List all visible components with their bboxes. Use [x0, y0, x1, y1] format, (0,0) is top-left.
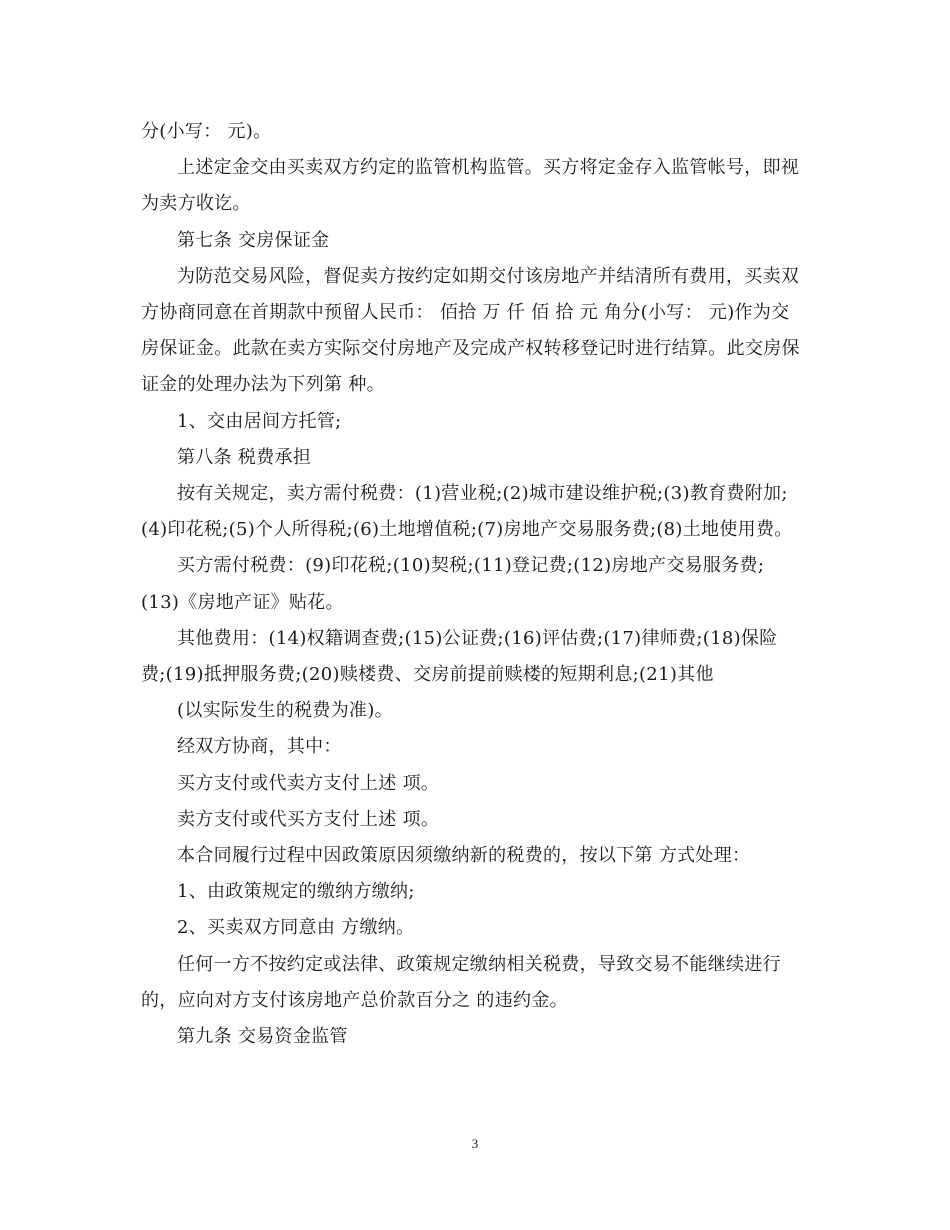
section-heading: 第八条 税费承担	[177, 446, 312, 468]
paragraph: 其他费用：(14)权籍调查费;(15)公证费;(16)评估费;(17)律师费;(18)保险费;(19)抵押服务费;(20)赎楼费、交房前提前赎楼的短期利息;(21)其他	[141, 627, 778, 686]
page-number: 3	[471, 1136, 479, 1151]
paragraph: 经双方协商，其中：	[177, 736, 342, 758]
paragraph: 卖方支付或代买方支付上述 项。	[177, 808, 440, 830]
paragraph: 买方支付或代卖方支付上述 项。	[177, 772, 440, 794]
paragraph: 按有关规定，卖方需付税费：(1)营业税;(2)城市建设维护税;(3)教育费附加;(4)印花税;(5)个人所得税;(6)土地增值税;(7)房地产交易服务费;(8)土地使用费。	[141, 483, 793, 541]
paragraph: 本合同履行过程中因政策原因须缴纳新的税费的，按以下第 方式处理：	[177, 845, 751, 867]
document-body	[141, 114, 801, 1055]
list-item: 1、由政策规定的缴纳方缴纳;	[177, 881, 415, 903]
section-heading: 第九条 交易资金监管	[177, 1026, 348, 1048]
paragraph: (以实际发生的税费为准)。	[177, 700, 393, 722]
paragraph: 买方需付税费：(9)印花税;(10)契税;(11)登记费;(12)房地产交易服务费;(13)《房地产证》贴花。	[141, 555, 765, 613]
list-item: 2、买卖双方同意由 方缴纳。	[177, 917, 415, 939]
list-item: 1、交由居间方托管;	[177, 410, 342, 432]
paragraph: 为防范交易风险，督促卖方按约定如期交付该房地产并结清所有费用，买卖双方协商同意在首期款中预留人民币： 佰拾 万 仟 佰 拾 元 角分(小写： 元)作为交房保证金。此款在卖方实际交付房地产及完成产权转移登记时进行结算。此交房保证金的处理办法为下列第 种。	[141, 265, 800, 396]
paragraph: 任何一方不按约定或法律、政策规定缴纳相关税费，导致交易不能继续进行的，应向对方支付该房地产总价款百分之 的违约金。	[141, 953, 781, 1011]
section-heading: 第七条 交房保证金	[177, 229, 330, 251]
paragraph: 上述定金交由买卖双方约定的监管机构监管。买方将定金存入监管帐号，即视为卖方收讫。	[141, 157, 800, 215]
paragraph: 分(小写： 元)。	[141, 121, 272, 142]
